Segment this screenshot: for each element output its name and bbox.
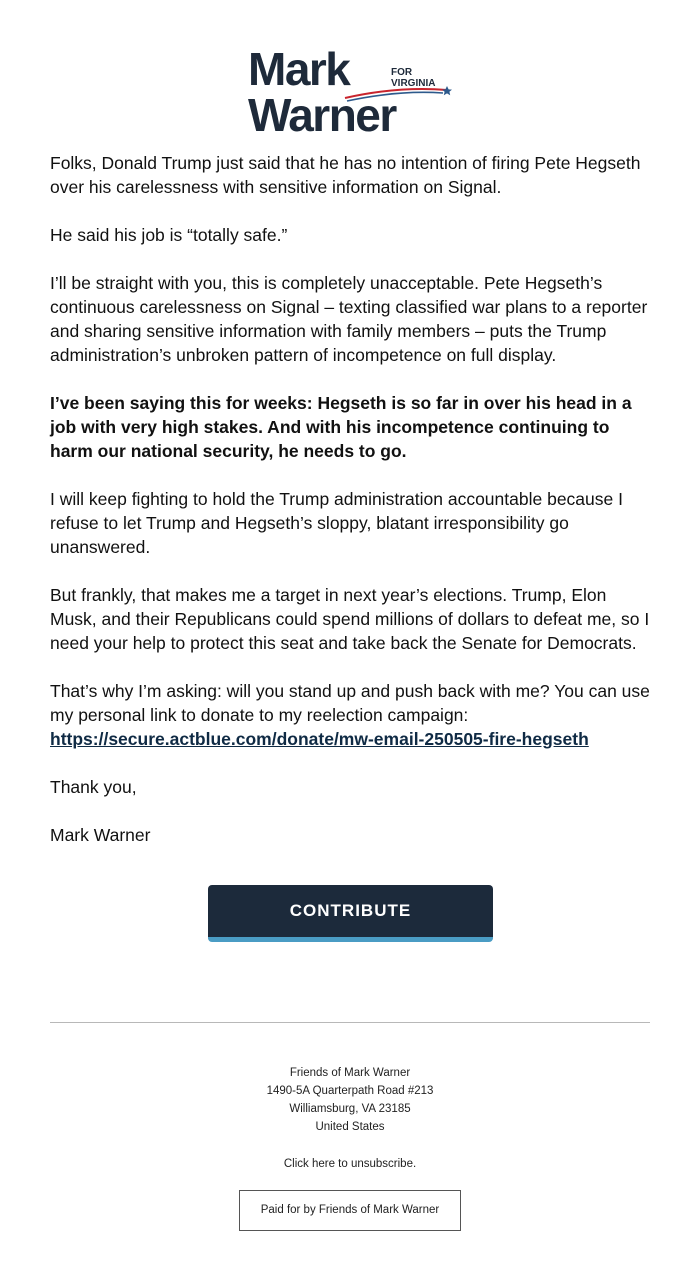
logo-tag-for: FOR [391, 67, 413, 78]
unsubscribe-link[interactable]: Click here to unsubscribe. [283, 1158, 417, 1170]
logo-word-warner: Warner [248, 89, 396, 141]
footer-divider [50, 1022, 650, 1023]
footer-org: Friends of Mark Warner [289, 1067, 411, 1079]
footer-address-line-1: 1490-5A Quarterpath Road #213 [266, 1085, 434, 1097]
paragraph-6: But frankly, that makes me a target in next year’s elections. Trump, Elon Musk, and their Republicans could spend millions of dollars to defeat me, so I need your help to protect this seat and take back the Senate for Democrats. [50, 585, 650, 653]
logo-tag-virginia: VIRGINIA [391, 78, 436, 89]
email-body [50, 151, 655, 871]
campaign-logo [248, 44, 458, 140]
footer-address-line-2: Williamsburg, VA 23185 [289, 1103, 411, 1115]
footer-country: United States [315, 1121, 385, 1133]
paragraph-3: I’ll be straight with you, this is completely unacceptable. Pete Hegseth’s continuous carelessness on Signal – texting classified war plans to a reporter and sharing sensitive information with family members – puts the Trump administration’s unbroken pattern of incompetence on full display. [50, 273, 648, 365]
paragraph-1: Folks, Donald Trump just said that he has no intention of firing Pete Hegseth over his carelessness with sensitive information on Signal. [50, 153, 641, 197]
paragraph-2: He said his job is “totally safe.” [50, 225, 288, 245]
paragraph-7 [50, 679, 655, 751]
paragraph-5: I will keep fighting to hold the Trump administration accountable because I refuse to let Trump and Hegseth’s sloppy, blatant irresponsibility go unanswered. [50, 489, 623, 557]
paid-for-disclaimer: Paid for by Friends of Mark Warner [239, 1190, 461, 1231]
donate-link[interactable]: https://secure.actblue.com/donate/mw-email-250505-fire-hegseth [50, 729, 589, 749]
paragraph-7-text: That’s why I’m asking: will you stand up and push back with me? You can use my personal link to donate to my reelection campaign: [50, 681, 650, 725]
footer [0, 1064, 700, 1173]
logo-word-mark: Mark [248, 43, 350, 95]
closing-thanks: Thank you, [50, 777, 137, 797]
signature: Mark Warner [50, 825, 151, 845]
contribute-button[interactable]: CONTRIBUTE [208, 885, 493, 942]
paragraph-4-bold: I’ve been saying this for weeks: Hegseth is so far in over his head in a job with very high stakes. And with his incompetence continuing to harm our national security, he needs to go. [50, 393, 632, 461]
